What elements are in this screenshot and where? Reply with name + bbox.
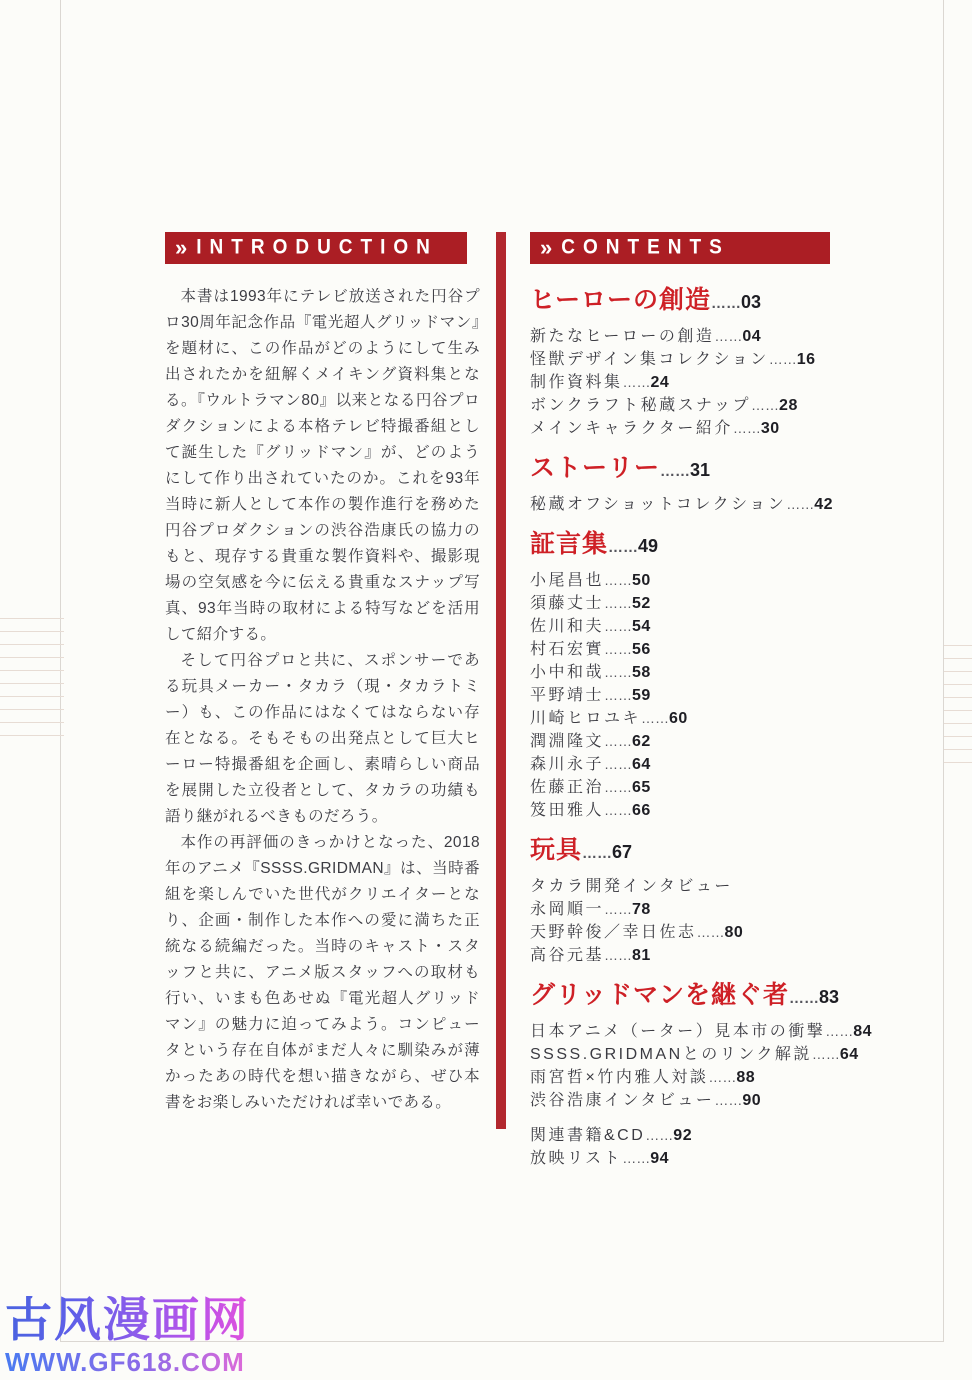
toc-leader-dots: ……	[751, 397, 780, 413]
toc-item-page-number: 59	[632, 687, 651, 704]
toc-item	[530, 1043, 872, 1066]
toc-item	[530, 1147, 872, 1170]
toc-item	[530, 776, 872, 799]
decorative-stripes-right	[944, 645, 972, 775]
toc-item-label: 川崎ヒロユキ	[530, 710, 642, 727]
toc-item-label: メインキャラクター紹介	[530, 420, 733, 437]
toc-item-label: 放映リスト	[530, 1150, 623, 1167]
toc-item	[530, 394, 872, 417]
introduction-banner	[165, 232, 467, 264]
toc-leader-dots: ……	[604, 641, 633, 657]
page-edge-line-left	[60, 0, 61, 1341]
toc-leader-dots: ……	[789, 990, 820, 1007]
toc-item	[530, 325, 872, 348]
watermark-site-url: WWW.GF618.COM	[5, 1349, 250, 1375]
toc-item-page-number: 94	[650, 1150, 669, 1167]
toc-item	[530, 1089, 872, 1112]
contents-column	[530, 232, 872, 1182]
toc-section	[530, 1124, 872, 1170]
toc-item-label: 関連書籍&CD	[530, 1127, 646, 1144]
toc-item	[530, 753, 872, 776]
introduction-banner-label: INTRODUCTION	[196, 235, 438, 259]
toc-item	[530, 684, 872, 707]
introduction-paragraph: 本書は1993年にテレビ放送された円谷プロ30周年記念作品『電光超人グリッドマン』を題材に、この作品がどのようにして生み出されたかを紐解くメイキング資料集となる。『ウルトラマン80』以来となる円谷プロダクションによる本格テレビ特撮番組として誕生した『グリッドマン』が、どのようにして作り出されていたのか。これを93年当時に新人として本作の製作進行を務めた円谷プロダクションの渋谷浩康氏の協力のもと、現存する貴重な製作資料や、撮影現場の空気感を今に伝える貴重なスナップ写真、93年当時の取材による特写などを活用して紹介する。	[165, 288, 480, 643]
toc-leader-dots: ……	[604, 733, 633, 749]
toc-item-page-number: 30	[760, 420, 780, 437]
toc-item-label: 高谷元基	[530, 947, 605, 964]
toc-item-label: 森川永子	[530, 756, 605, 773]
toc-item-label: 佐藤正治	[530, 779, 605, 796]
toc-item	[530, 348, 872, 371]
toc-item	[530, 1066, 872, 1089]
toc-item	[530, 569, 872, 592]
toc-item-page-number: 84	[853, 1023, 872, 1040]
toc-leader-dots: ……	[660, 463, 691, 480]
toc-item-page-number: 42	[814, 496, 834, 513]
toc-section	[530, 528, 872, 822]
toc-leader-dots: ……	[582, 845, 613, 862]
toc-item-page-number: 56	[632, 641, 651, 658]
toc-item-label: ボンクラフト秘蔵スナップ	[530, 397, 752, 414]
toc-leader-dots: ……	[825, 1023, 854, 1039]
toc-item	[530, 875, 872, 898]
toc-item-label: 小尾昌也	[530, 572, 605, 589]
toc-item-label: 渋谷浩康インタビュー	[530, 1092, 715, 1109]
toc-leader-dots: ……	[622, 374, 651, 390]
toc-item-page-number: 78	[632, 901, 651, 918]
toc-item-page-number: 50	[632, 572, 651, 589]
toc-item-label: 平野靖士	[530, 687, 605, 704]
toc-item-page-number: 65	[632, 779, 651, 796]
toc-item	[530, 707, 872, 730]
toc-leader-dots: ……	[645, 1127, 674, 1143]
toc-leader-dots: ……	[811, 1046, 840, 1062]
toc-item-label: 笈田雅人	[530, 802, 605, 819]
toc-leader-dots: ……	[732, 420, 761, 436]
toc-item-label: SSSS.GRIDMANとのリンク解説	[530, 1046, 812, 1063]
toc-item-page-number: 92	[673, 1127, 693, 1144]
chevron-right-icon: »	[175, 235, 188, 260]
toc-item	[530, 1124, 872, 1147]
toc-item-page-number: 60	[669, 710, 688, 727]
toc-item-page-number: 64	[839, 1046, 859, 1063]
toc-section	[530, 452, 872, 516]
toc-item	[530, 898, 872, 921]
toc-item-label: 小中和哉	[530, 664, 605, 681]
toc-leader-dots: ……	[604, 664, 633, 680]
toc-section-title: 証言集	[530, 530, 609, 558]
toc-section-heading	[530, 979, 872, 1015]
toc-item-page-number: 58	[632, 664, 651, 681]
toc-item-page-number: 80	[724, 924, 744, 941]
page-edge-line-right	[943, 0, 944, 1341]
toc-item	[530, 1020, 872, 1043]
toc-item-page-number: 66	[632, 802, 651, 819]
toc-leader-dots: ……	[622, 1150, 651, 1166]
toc-section-page-number: 67	[612, 842, 633, 862]
toc-section-page-number: 83	[819, 987, 840, 1007]
toc-section-heading	[530, 284, 872, 320]
toc-section	[530, 979, 872, 1112]
toc-item-label: 佐川和夫	[530, 618, 605, 635]
toc-leader-dots: ……	[714, 1092, 743, 1108]
toc-leader-dots: ……	[604, 756, 633, 772]
toc-section-page-number: 49	[638, 536, 659, 556]
toc-item	[530, 592, 872, 615]
toc-item-label: 潤淵隆文	[530, 733, 605, 750]
toc-leader-dots: ……	[604, 572, 633, 588]
toc-leader-dots: ……	[604, 618, 633, 634]
toc-item-label: タカラ開発インタビュー	[530, 878, 733, 895]
toc-leader-dots: ……	[604, 687, 633, 703]
watermark-site-name: 古风漫画网	[5, 1293, 250, 1346]
column-divider	[496, 232, 506, 1129]
toc-item-page-number: 62	[632, 733, 651, 750]
toc-item-label: 雨宮哲×竹内雅人対談	[530, 1069, 709, 1086]
decorative-stripes-left	[0, 618, 64, 745]
toc-leader-dots: ……	[641, 710, 670, 726]
toc-item-page-number: 28	[779, 397, 798, 414]
toc-item	[530, 730, 872, 753]
toc-item	[530, 417, 872, 440]
toc-leader-dots: ……	[604, 802, 633, 818]
toc-leader-dots: ……	[696, 924, 725, 940]
toc-item-page-number: 04	[742, 328, 762, 345]
toc-section-title: ストーリー	[530, 454, 661, 482]
toc-item-page-number: 24	[650, 374, 670, 391]
toc-item	[530, 615, 872, 638]
toc-section-title: 玩具	[530, 836, 583, 864]
toc-item	[530, 493, 872, 516]
toc-item-page-number: 81	[632, 947, 651, 964]
toc-section-title: ヒーローの創造	[530, 286, 712, 314]
toc-item-page-number: 54	[632, 618, 651, 635]
toc-section	[530, 834, 872, 967]
toc-leader-dots: ……	[604, 595, 633, 611]
toc-item	[530, 371, 872, 394]
toc-item	[530, 921, 872, 944]
toc-section-page-number: 03	[741, 292, 762, 312]
toc-item-label: 天野幹俊／幸日佐志	[530, 924, 697, 941]
toc-section	[530, 284, 872, 440]
toc-item	[530, 944, 872, 967]
toc-leader-dots: ……	[768, 351, 797, 367]
toc-item	[530, 638, 872, 661]
chevron-right-icon: »	[540, 235, 553, 260]
toc-leader-dots: ……	[608, 539, 639, 556]
toc-item-label: 日本アニメ（ーター）見本市の衝撃	[530, 1023, 826, 1040]
toc-leader-dots: ……	[708, 1069, 737, 1085]
toc-leader-dots: ……	[714, 328, 743, 344]
introduction-paragraph: そして円谷プロと共に、スポンサーである玩具メーカー・タカラ（現・タカラトミー）も、この作品にはなくてはならない存在となる。そもそもの出発点として巨大ヒーロー特撮番組を企画し、素晴らしい商品を展開した立役者として、タカラの功績も語り継がれるべきものだろう。	[165, 652, 480, 825]
toc-item-page-number: 90	[742, 1092, 762, 1109]
toc-item-page-number: 52	[632, 595, 651, 612]
toc-leader-dots: ……	[786, 496, 815, 512]
toc-item-page-number: 16	[796, 351, 816, 368]
introduction-text	[165, 284, 480, 1116]
toc-section-page-number: 31	[690, 460, 711, 480]
watermark	[5, 1293, 250, 1377]
toc-leader-dots: ……	[604, 947, 633, 963]
contents-banner-label: CONTENTS	[561, 235, 730, 259]
toc-item-label: 永岡順一	[530, 901, 605, 918]
introduction-paragraph: 本作の再評価のきっかけとなった、2018年のアニメ『SSSS.GRIDMAN』は、当時番組を楽しんでいた世代がクリエイターとなり、企画・制作した本作への愛に満ちた正統なる続編だった。当時のキャスト・スタッフと共に、アニメ版スタッフへの取材も行い、いまも色あせぬ『電光超人グリッドマン』の魅力に迫ってみよう。コンピュータという存在自体がまだ人々に馴染みが薄かったあの時代を想い描きながら、ぜひ本書をお楽しみいただければ幸いである。	[165, 834, 480, 1111]
toc-item-label: 須藤丈士	[530, 595, 605, 612]
toc-leader-dots: ……	[711, 295, 742, 312]
toc-leader-dots: ……	[604, 901, 633, 917]
toc-section-heading	[530, 528, 872, 564]
toc-section-title: グリッドマンを継ぐ者	[530, 981, 790, 1009]
toc-item-page-number: 64	[632, 756, 651, 773]
toc-leader-dots: ……	[604, 779, 633, 795]
toc-section-heading	[530, 834, 872, 870]
toc-item-label: 新たなヒーローの創造	[530, 328, 715, 345]
toc-item-label: 怪獣デザイン集コレクション	[530, 351, 769, 368]
toc-item-page-number: 88	[736, 1069, 756, 1086]
toc-item-label: 村石宏實	[530, 641, 605, 658]
toc-section-heading	[530, 452, 872, 488]
toc-item	[530, 661, 872, 684]
toc-item-label: 秘蔵オフショットコレクション	[530, 496, 787, 513]
toc-item	[530, 799, 872, 822]
contents-banner	[530, 232, 830, 264]
table-of-contents	[530, 264, 872, 1170]
introduction-column	[165, 232, 480, 1116]
toc-item-label: 制作資料集	[530, 374, 623, 391]
